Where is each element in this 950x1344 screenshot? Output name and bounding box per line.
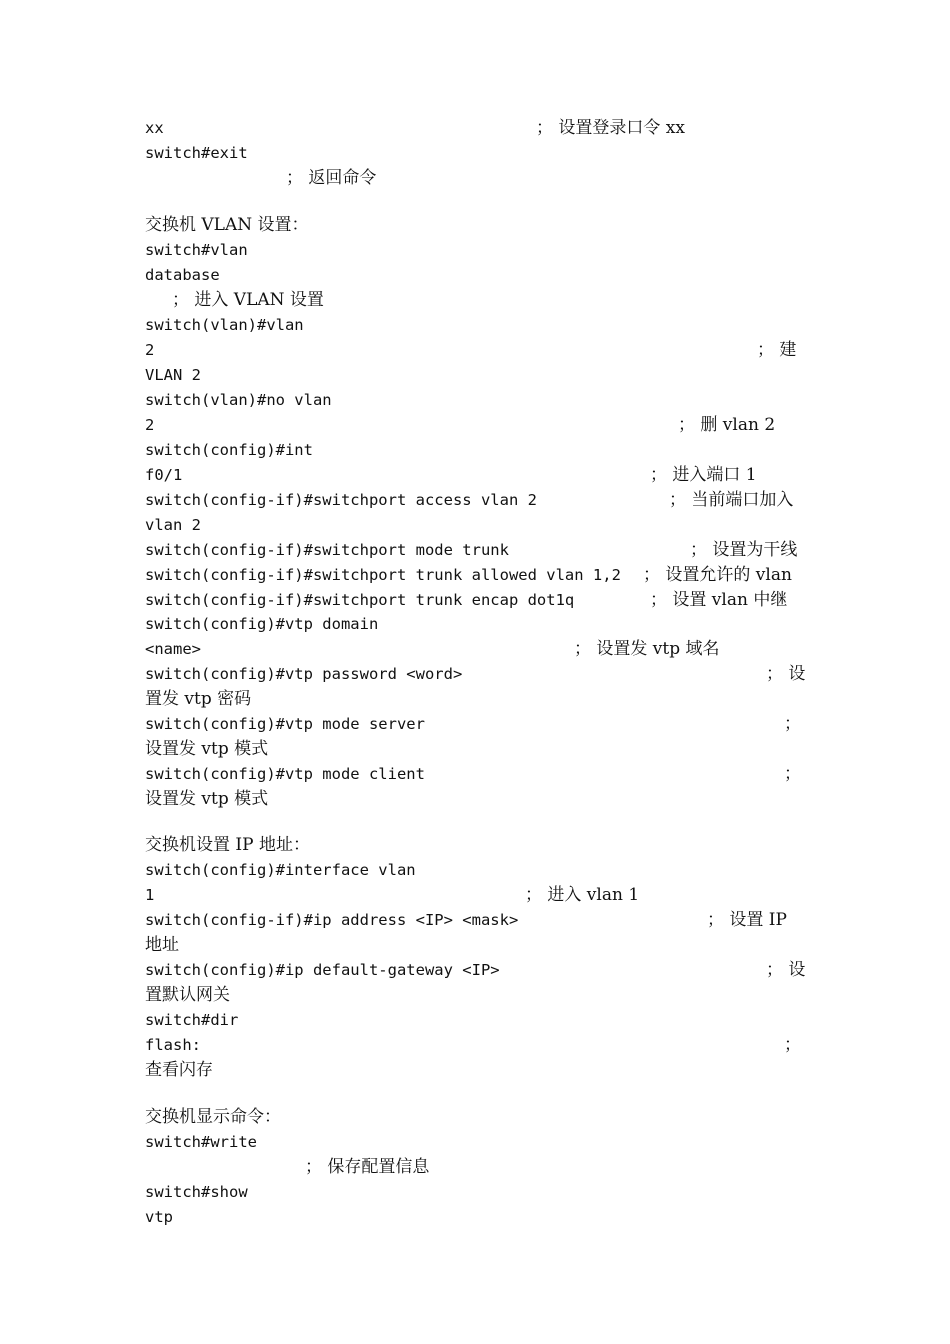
comment-text: ； [784,714,801,734]
comment-text: 置发 vtp 密码 [145,689,252,709]
command-text: switch(config)#int [145,441,313,459]
command-text: database [145,266,220,284]
command-text: switch(config)#vtp domain [145,615,379,633]
command-text: 2 [145,416,155,434]
comment-text: 交换机显示命令： [145,1107,281,1127]
command-text: switch(config)#vtp mode client [145,765,425,783]
comment-text: ； 设置发 vtp 域名 [574,639,720,659]
comment-text: 查看闪存 [145,1060,213,1080]
command-text: switch(config-if)#switchport trunk allowed vlan 1,2 [145,566,621,584]
command-text: vlan 2 [145,516,201,534]
comment-text: ； 设 [766,664,806,684]
comment-text: ； 设置允许的 vlan [643,565,792,585]
command-text: switch#exit [145,144,248,162]
comment-text: ； 设置为干线 [690,540,798,560]
command-text: switch(config)#interface vlan [145,861,416,879]
comment-text: ； 设置登录口令 xx [536,118,685,138]
command-text: switch(config)#ip default-gateway <IP> [145,961,500,979]
command-text: switch(config)#vtp mode server [145,715,425,733]
command-text: <name> [145,640,201,658]
command-text: switch(vlan)#vlan [145,316,304,334]
comment-text: ； 返回命令 [286,168,377,188]
command-text: f0/1 [145,466,183,484]
comment-text: ； [784,764,801,784]
comment-text: 设置发 vtp 模式 [145,789,269,809]
comment-text: 交换机 VLAN 设置： [145,215,309,235]
comment-text: ； 删 vlan 2 [678,415,776,435]
comment-text: ； 保存配置信息 [305,1157,430,1177]
comment-text: ； 设 [766,960,806,980]
comment-text: ； 进入端口 1 [650,465,757,485]
command-text: switch(config-if)#switchport mode trunk [145,541,509,559]
command-text: switch#vlan [145,241,248,259]
command-text: switch(vlan)#no vlan [145,391,332,409]
command-text: switch(config)#vtp password <word> [145,665,463,683]
command-text: switch(config-if)#switchport trunk encap dot1q [145,591,575,609]
command-text: switch#show [145,1183,248,1201]
comment-text: ； 进入 vlan 1 [525,885,640,905]
command-text: 1 [145,886,155,904]
comment-text: 地址 [145,935,179,955]
comment-text: ； 建 [757,340,797,360]
command-text: switch#dir [145,1011,239,1029]
command-text: 2 [145,341,155,359]
comment-text: ； 设置 IP [707,910,787,930]
command-text: switch(config-if)#switchport access vlan 2 [145,491,537,509]
comment-text: ； 设置 vlan 中继 [650,590,788,610]
comment-text: ； [784,1035,801,1055]
command-text: switch#write [145,1133,257,1151]
comment-text: ； 进入 VLAN 设置 [172,290,324,310]
comment-text: 设置发 vtp 模式 [145,739,269,759]
comment-text: 交换机设置 IP 地址： [145,835,310,855]
comment-text: 置默认网关 [145,985,230,1005]
command-text: switch(config-if)#ip address <IP> <mask> [145,911,519,929]
command-text: xx [145,119,164,137]
command-text: flash: [145,1036,201,1054]
command-text: vtp [145,1208,173,1226]
command-text: VLAN 2 [145,366,201,384]
comment-text: ； 当前端口加入 [669,490,794,510]
